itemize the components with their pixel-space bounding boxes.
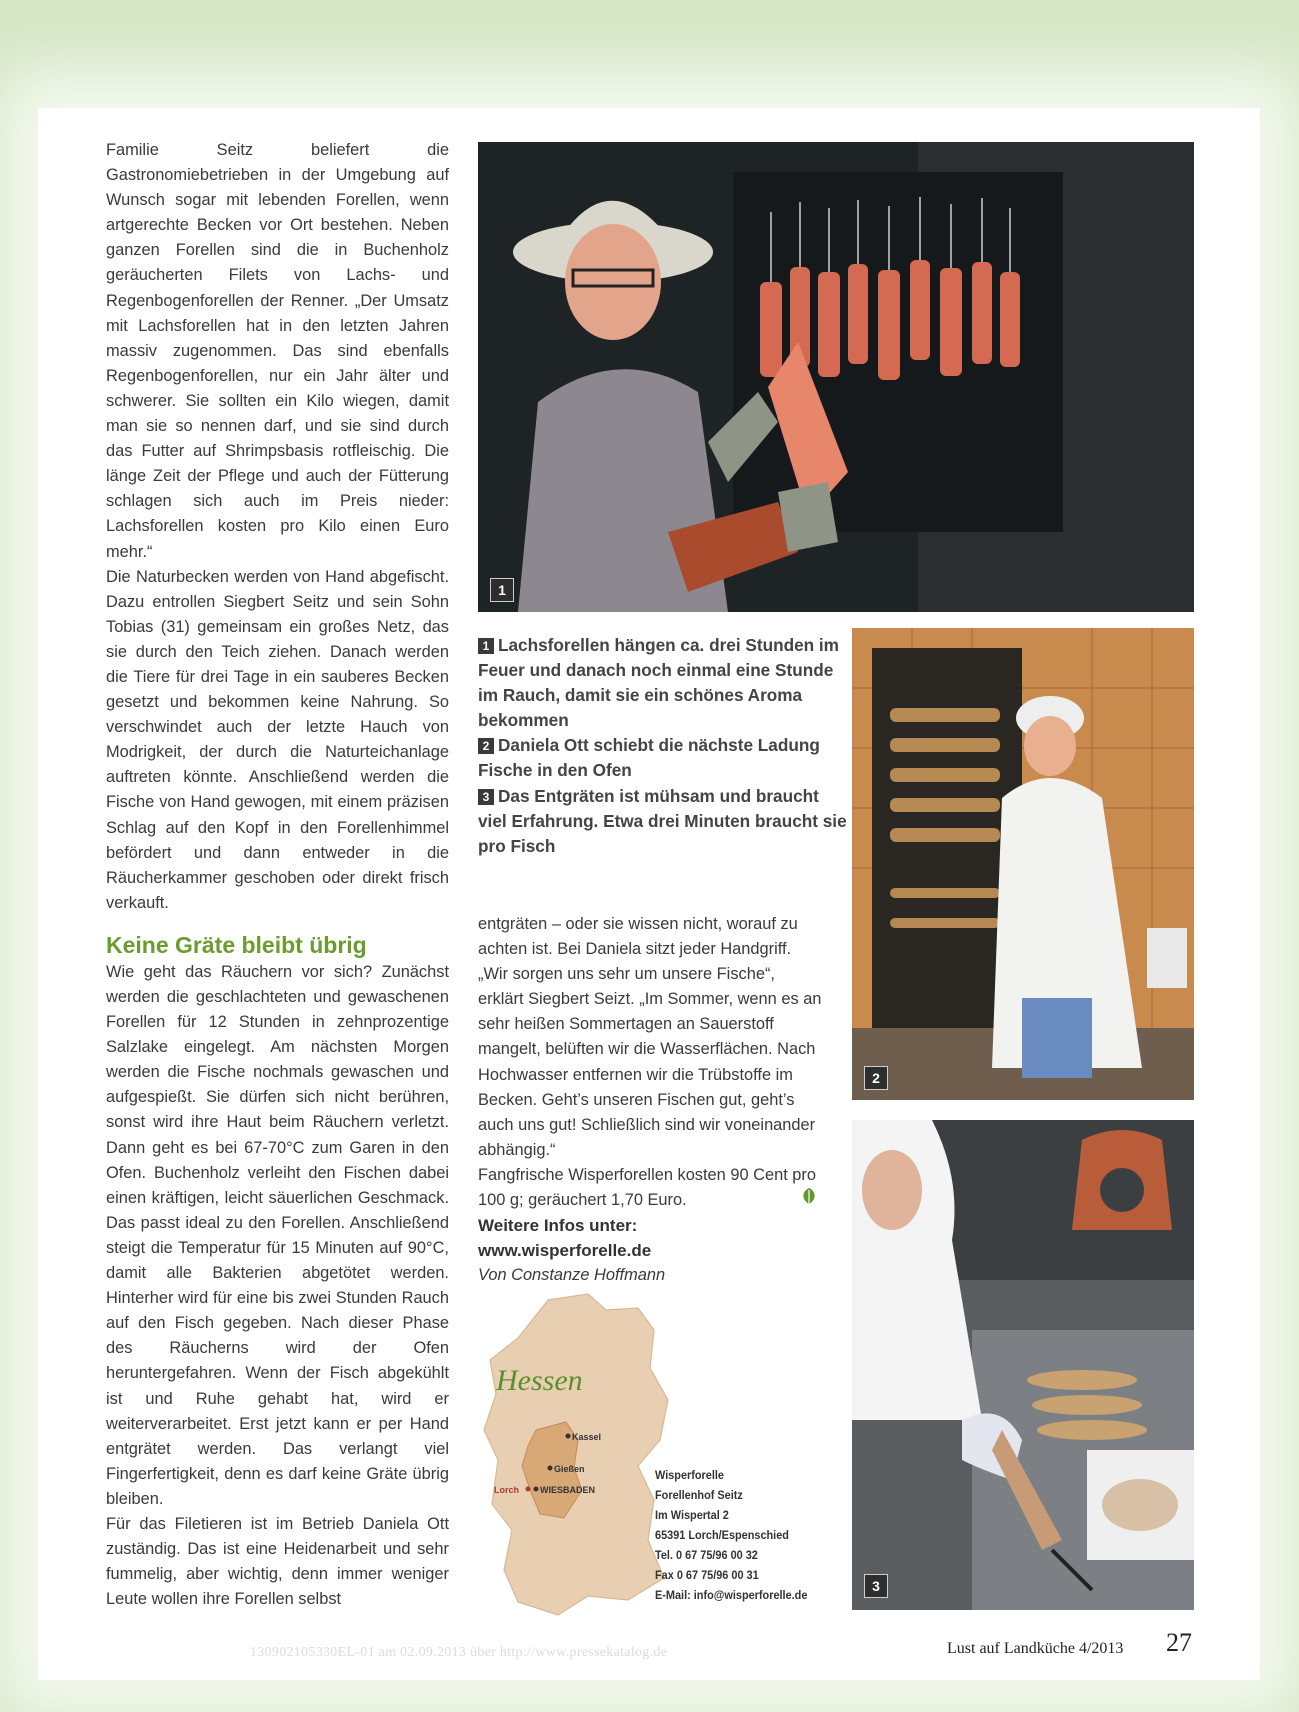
caption-number: 1: [478, 638, 494, 654]
article-subheading: Keine Gräte bleibt übrig: [106, 931, 367, 958]
caption-number: 3: [478, 789, 494, 805]
article-paragraph: Wie geht das Räuchern vor sich? Zunächst werden die geschlachteten und gewaschenen Forellen für 12 Stunden in zehnprozentige Salzlake eingelegt. Am nächsten Morgen werden die Fische nochmals gewaschen und aufgespießt. Sie dürfen sich nicht berühren, sonst wird ihre Haut beim Räuchern verletzt. Dann geht es bei 67-70°C zum Garen in den Ofen. Buchenholz verleiht den Fischen dabei einen kräftigen, leicht säuerlichen Geschmack. Das passt ideal zu den Forellen. Anschließend steigt die Temperatur für 15 Minuten auf 90°C, damit alle Bakterien abgetötet werden. Hinterher wird für eine bis zwei Stunden Rauch auf den Fisch gegeben. Nach dieser Phase des Räucherns wird der Ofen heruntergefahren. Wenn der Fisch abgekühlt ist und Ruhe gehabt hat, wird er weiterverarbeitet. Erst jetzt kann er per Hand entgrätet werden. Das verlangt viel Fingerfertigkeit, denn es darf keine Gräte übrig bleiben.: [106, 962, 449, 1508]
contact-line: 65391 Lorch/Espenschied: [655, 1528, 789, 1542]
contact-block: [655, 1465, 822, 1605]
article-paragraph: Familie Seitz beliefert die Gastronomiebetrieben in der Umgebung auf Wunsch sogar mit lebenden Forellen, wenn artgerechte Becken vor Ort bestehen. Neben ganzen Forellen sind die in Buchenholz geräucherten Filets von Lachs- und Regenbogenforellen der Renner. „Der Umsatz mit Lachsforellen hat in den letzten Jahren massiv zugenommen. Das sind ebenfalls Regenbogenforellen, nur ein Jahr älter und schwerer. Sie sollten ein Kilo wiegen, damit man sie so nennen darf, und sie sind durch das Futter auf Shrimpsbasis rotfleischig. Die länge Zeit der Pflege und auch der Fütterung schlagen sich auch im Preis nieder: Lachsforellen kosten pro Kilo einen Euro mehr.“: [106, 141, 449, 561]
article-middle-column: [478, 912, 823, 1288]
leaf-end-icon: [800, 1186, 818, 1211]
magazine-issue: Lust auf Landküche 4/2013: [947, 1640, 1124, 1657]
contact-email[interactable]: E-Mail: info@wisperforelle.de: [655, 1588, 808, 1602]
contact-line: Forellenhof Seitz: [655, 1488, 743, 1502]
caption-text: Daniela Ott schiebt die nächste Ladung Fische in den Ofen: [478, 735, 820, 781]
caption-number: 2: [478, 738, 494, 754]
caption-item: [478, 784, 848, 859]
article-left-column: [106, 138, 449, 1612]
page-number: 27: [1166, 1628, 1192, 1657]
photo-number-badge: 3: [864, 1574, 888, 1598]
photo-oven-woman: [852, 628, 1194, 1100]
photo-captions: [478, 633, 848, 859]
contact-line: Im Wispertal 2: [655, 1508, 729, 1522]
watermark-text: 130902105330EL-01 am 02.09.2013 über http://www.pressekatalog.de: [250, 1645, 668, 1660]
article-paragraph: Für das Filetieren ist im Betrieb Daniela Ott zuständig. Das ist eine Heidenarbeit und sehr fummelig, aber wichtig, denn immer weniger Leute wollen ihre Forellen selbst: [106, 1514, 449, 1609]
article-author: Von Constanze Hoffmann: [478, 1266, 666, 1285]
caption-text: Lachsforellen hängen ca. drei Stunden im Feuer und danach noch einmal eine Stunde im Rauch, damit sie ein schönes Aroma bekommen: [478, 635, 839, 731]
map-city-label: Gießen: [554, 1464, 585, 1474]
photo-number-badge: 2: [864, 1066, 888, 1090]
article-paragraph: entgräten – oder sie wissen nicht, worauf zu achten ist. Bei Daniela sitzt jeder Handgriff. „Wir sorgen uns sehr um unsere Fische“, erklärt Siegbert Seizt. „Im Sommer, wenn es an sehr heißen Sommertagen an Sauerstoff mangelt, belüften wir die Wasserflächen. Nach Hochwasser entfernen wir die Trübstoffe im Becken. Geht’s unseren Fischen gut, geht’s auch uns gut! Schließlich sind wir voneinander abhängig.“: [478, 915, 822, 1159]
photo-smokehouse-man: [478, 142, 1194, 612]
caption-text: Das Entgräten ist mühsam und braucht viel Erfahrung. Etwa drei Minuten braucht sie pro Fisch: [478, 785, 847, 856]
map-city-label: Kassel: [572, 1432, 602, 1442]
contact-line: Wisperforelle: [655, 1468, 724, 1482]
map-city-label: WIESBADEN: [540, 1485, 596, 1495]
article-paragraph: Fangfrische Wisperforellen kosten 90 Cent pro 100 g; geräuchert 1,70 Euro.: [478, 1165, 816, 1210]
germany-map: [478, 1290, 678, 1630]
contact-line: Fax 0 67 75/96 00 31: [655, 1568, 759, 1582]
contact-line: Tel. 0 67 75/96 00 32: [655, 1548, 758, 1562]
photo-number-badge: 1: [490, 578, 514, 602]
photo-filleting: [852, 1120, 1194, 1610]
caption-item: [478, 633, 848, 733]
info-url-link[interactable]: www.wisperforelle.de: [478, 1241, 652, 1261]
map-region-label: Hessen: [496, 1364, 583, 1397]
map-city-label: Lorch: [494, 1485, 520, 1495]
info-label: Weitere Infos unter:: [478, 1216, 638, 1236]
caption-item: [478, 733, 848, 783]
article-paragraph: Die Naturbecken werden von Hand abgefischt. Dazu entrollen Siegbert Seitz und sein Sohn Tobias (31) gemeinsam ein großes Netz, das sie durch den Teich ziehen. Danach werden die Tiere für drei Tage in ein sauberes Becken gesetzt und bekommen keine Nahrung. So verschwindet auch der letzte Hauch von Modrigkeit, der durch die Naturteichanlage auftreten könnte. Anschließend werden die Fische von Hand gewogen, mit einem präzisen Schlag auf den Kopf in den Forellenhimmel befördert und dann entweder in die Räucherkammer geschoben oder direkt frisch verkauft.: [106, 567, 449, 912]
